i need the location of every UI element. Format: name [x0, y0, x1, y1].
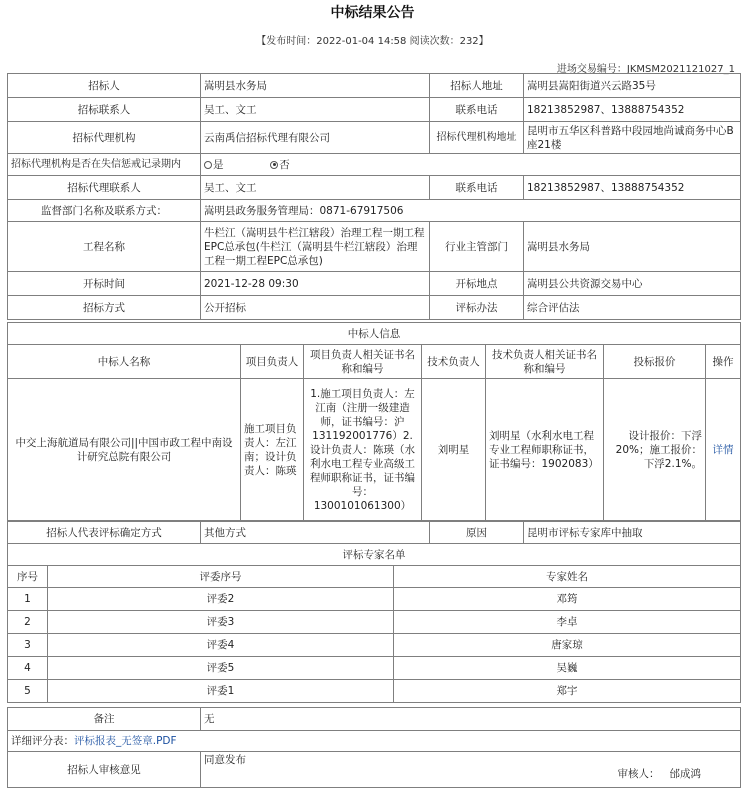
reason-value: 昆明市评标专家库中抽取	[524, 522, 741, 544]
footer-table	[7, 707, 741, 788]
experts-table	[7, 543, 741, 703]
industry-dept-value: 嵩明县水务局	[524, 222, 741, 272]
tenderer-addr-label: 招标人地址	[430, 74, 524, 98]
tech-cert-header: 技术负责人相关证书名称和编号	[486, 345, 604, 379]
agency-addr-label: 招标代理机构地址	[430, 122, 524, 154]
agency-phone-label: 联系电话	[430, 176, 524, 200]
expert-no: 3	[8, 634, 48, 657]
open-time-label: 开标时间	[8, 272, 201, 296]
winner-tech-cert: 刘明星（水利水电工程专业工程师职称证书，证书编号：1902083）	[486, 379, 604, 521]
agency-phone-value: 18213852987、13888754352	[524, 176, 741, 200]
remark-label: 备注	[8, 708, 201, 731]
tenderer-addr-value: 嵩明县嵩阳街道兴云路35号	[524, 74, 741, 98]
score-pdf-link[interactable]: 评标报表_无签章.PDF	[74, 735, 177, 747]
eval-method-value: 综合评估法	[524, 296, 741, 320]
expert-no: 5	[8, 680, 48, 703]
opinion-cell	[201, 752, 741, 788]
review-method-label: 招标人代表评标确定方式	[8, 522, 201, 544]
tenderer-value: 嵩明县水务局	[201, 74, 430, 98]
winner-pm: 施工项目负责人：左江南；设计负责人：陈瑛	[241, 379, 304, 521]
supervisor-value: 嵩明县政务服务管理局：0871-67917506	[201, 200, 741, 222]
table-row	[8, 657, 741, 680]
tenderer-phone-label: 联系电话	[430, 98, 524, 122]
dishonest-label: 招标代理机构是否在失信惩戒记录期内	[8, 154, 201, 176]
method-label: 招标方式	[8, 296, 201, 320]
project-code: 进场交易编号：JKMSM2021121027_1	[556, 64, 735, 75]
option-yes[interactable]: 是	[204, 159, 224, 171]
pm-cert-header: 项目负责人相关证书名称和编号	[304, 345, 422, 379]
supervisor-label: 监督部门名称及联系方式：	[8, 200, 201, 222]
dishonest-options	[201, 154, 741, 176]
publish-meta: 【发布时间：2022-01-04 14:58 阅读次数：232】	[256, 36, 489, 47]
radio-checked-icon[interactable]	[270, 161, 278, 169]
expert-seq: 评委3	[48, 611, 394, 634]
experts-section-title: 评标专家名单	[8, 544, 741, 566]
opinion-value: 同意发布	[204, 754, 246, 766]
price-header: 投标报价	[604, 345, 706, 379]
expert-seq: 评委4	[48, 634, 394, 657]
expert-name: 唐家琼	[394, 634, 741, 657]
tenderer-contact-label: 招标联系人	[8, 98, 201, 122]
score-row	[8, 731, 741, 752]
reason-label: 原因	[430, 522, 524, 544]
expert-name: 李卓	[394, 611, 741, 634]
reviewer-signature: 审核人： 邰成鸿	[617, 768, 701, 780]
expert-no: 2	[8, 611, 48, 634]
eval-method-label: 评标办法	[430, 296, 524, 320]
industry-dept-label: 行业主管部门	[430, 222, 524, 272]
tenderer-label: 招标人	[8, 74, 201, 98]
option-no[interactable]: 否	[270, 159, 290, 171]
remark-value: 无	[201, 708, 741, 731]
winner-name-header: 中标人名称	[8, 345, 241, 379]
winner-price: 设计报价：下浮20%；施工报价：下浮2.1%。	[604, 379, 706, 521]
agency-contact-label: 招标代理联系人	[8, 176, 201, 200]
agency-contact-value: 吴工、文工	[201, 176, 430, 200]
expert-no: 1	[8, 588, 48, 611]
expert-seq: 评委5	[48, 657, 394, 680]
expert-name: 郑宇	[394, 680, 741, 703]
review-table	[7, 521, 741, 544]
expert-name-header: 专家姓名	[394, 566, 741, 588]
agency-label: 招标代理机构	[8, 122, 201, 154]
expert-seq-header: 评委序号	[48, 566, 394, 588]
expert-seq: 评委2	[48, 588, 394, 611]
winner-pm-cert: 1.施工项目负责人：左江南（注册一级建造师，证书编号：沪131192001776）2.设计负责人：陈瑛（水利水电工程专业高级工程师职称证书，证书编号：1300101061300）	[304, 379, 422, 521]
winner-table	[7, 322, 741, 521]
info-table	[7, 73, 741, 320]
tech-header: 技术负责人	[422, 345, 486, 379]
agency-value: 云南禹信招标代理有限公司	[201, 122, 430, 154]
table-row	[8, 588, 741, 611]
project-name-label: 工程名称	[8, 222, 201, 272]
tenderer-phone-value: 18213852987、13888754352	[524, 98, 741, 122]
table-row	[8, 680, 741, 703]
winner-section-title: 中标人信息	[8, 323, 741, 345]
expert-seq: 评委1	[48, 680, 394, 703]
table-row	[8, 379, 741, 521]
open-place-label: 开标地点	[430, 272, 524, 296]
page-title: 中标结果公告	[330, 5, 415, 21]
opinion-label: 招标人审核意见	[8, 752, 201, 788]
method-value: 公开招标	[201, 296, 430, 320]
winner-tech: 刘明星	[422, 379, 486, 521]
project-name-value: 牛栏江（嵩明县牛栏江辖段）治理工程一期工程EPC总承包(牛栏江（嵩明县牛栏江辖段）治理工程一期工程EPC总承包)	[201, 222, 430, 272]
score-prefix: 详细评分表：	[11, 735, 74, 747]
action-header: 操作	[706, 345, 741, 379]
open-place-value: 嵩明县公共资源交易中心	[524, 272, 741, 296]
pm-header: 项目负责人	[241, 345, 304, 379]
winner-name: 中交上海航道局有限公司||中国市政工程中南设计研究总院有限公司	[8, 379, 241, 521]
table-row	[8, 611, 741, 634]
agency-addr-value: 昆明市五华区科普路中段园地尚诚商务中心B座21楼	[524, 122, 741, 154]
expert-name: 吴巍	[394, 657, 741, 680]
details-link[interactable]: 详情	[706, 379, 741, 521]
open-time-value: 2021-12-28 09:30	[201, 272, 430, 296]
tenderer-contact-value: 吴工、文工	[201, 98, 430, 122]
expert-no: 4	[8, 657, 48, 680]
review-method-value: 其他方式	[201, 522, 430, 544]
table-row	[8, 634, 741, 657]
expert-no-header: 序号	[8, 566, 48, 588]
radio-unchecked-icon[interactable]	[204, 161, 212, 169]
expert-name: 邓筠	[394, 588, 741, 611]
